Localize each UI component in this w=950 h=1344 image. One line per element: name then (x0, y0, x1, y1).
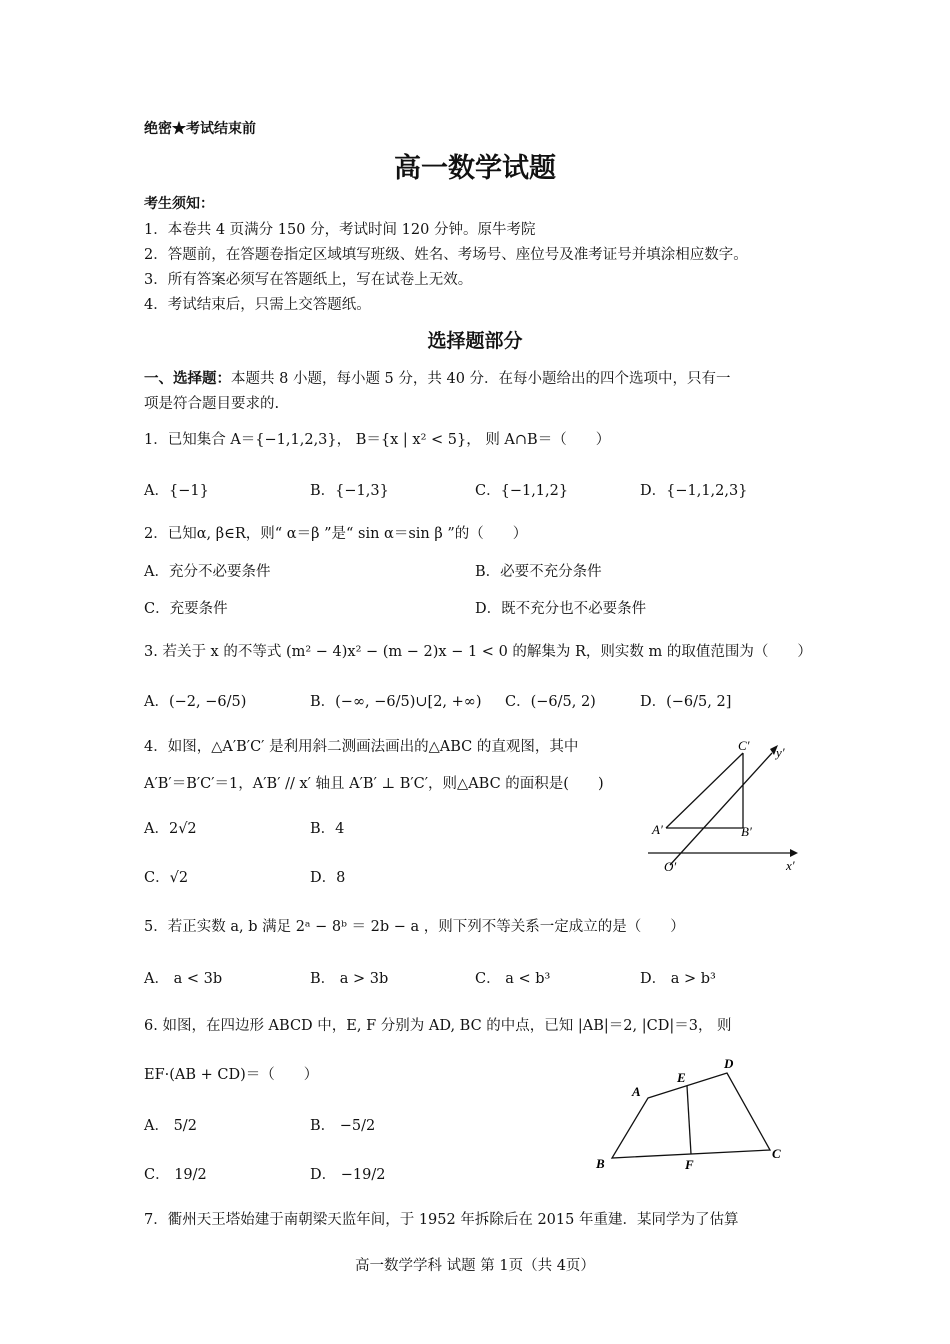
q4-option-c: C．√2 (144, 870, 189, 886)
q4-option-d: D．8 (310, 870, 346, 886)
q6-option-c: C． 19/2 (144, 1167, 207, 1183)
q6-stem-line1: 6. 如图，在四边形 ABCD 中，E, F 分别为 AD, BC 的中点，已知 |AB|＝2, |CD|＝3， 则 (144, 1018, 732, 1034)
q4-stem-line2: A′B′＝B′C′＝1，A′B′ // x′ 轴且 A′B′ ⊥ B′C′，则△ABC 的面积是( ) (144, 776, 604, 792)
q7-stem: 7．衢州天王塔始建于南朝梁天监年间，于 1952 年拆除后在 2015 年重建．某同学为了估算 (144, 1212, 739, 1228)
notice-heading: 考生须知： (144, 196, 214, 212)
q5-option-b: B． a > 3b (310, 971, 389, 987)
section-intro-label: 一、选择题： (144, 370, 231, 387)
q6-stem-line2: EF·(AB + CD)＝（ ） (144, 1067, 319, 1083)
q5-stem: 5．若正实数 a, b 满足 2ᵃ − 8ᵇ ＝ 2b − a ，则下列不等关系一定成立的是（ ） (144, 919, 685, 935)
q2-option-c: C．充要条件 (144, 601, 228, 617)
q4-option-b: B．4 (310, 821, 345, 837)
q1-stem: 1．已知集合 A＝{−1,1,2,3}， B＝{x | x² < 5}， 则 A∩B＝（ ） (144, 432, 611, 448)
q3-option-c: C．(−6/5, 2) (505, 694, 596, 710)
q4-option-a: A．2√2 (144, 821, 197, 837)
q3-option-d: D．(−6/5, 2] (640, 694, 732, 710)
section-intro-text: 本题共 8 小题，每小题 5 分，共 40 分．在每小题给出的四个选项中，只有一 (231, 371, 731, 387)
q1-option-b: B．{−1,3} (310, 483, 389, 499)
q6-option-d: D． −19/2 (310, 1167, 386, 1183)
page-footer: 高一数学学科 试题 第 1页（共 4页） (355, 1258, 595, 1274)
q4-label-b: B′ (741, 824, 752, 839)
q4-label-c: C′ (738, 738, 750, 753)
q5-option-c: C． a < b³ (475, 971, 551, 987)
q4-figure (640, 735, 810, 880)
q6-figure (590, 1050, 790, 1175)
q4-label-o: O′ (664, 859, 677, 874)
q3-option-a: A．(−2, −6/5) (144, 694, 247, 710)
q6-option-a: A． 5/2 (144, 1118, 197, 1134)
notice-item: 2．答题前，在答题卷指定区域填写班级、姓名、考场号、座位号及准考证号并填涂相应数字。 (144, 247, 748, 263)
page-title: 高一数学试题 (394, 153, 556, 184)
q4-label-x: x′ (786, 858, 795, 873)
q6-label-b: B (596, 1156, 605, 1171)
q4-label-a: A′ (652, 822, 663, 837)
q6-option-b: B． −5/2 (310, 1118, 376, 1134)
q2-option-b: B．必要不充分条件 (475, 564, 602, 580)
q2-stem: 2．已知α, β∈R，则“ α＝β ”是“ sin α＝sin β ”的（ ） (144, 526, 528, 542)
q6-label-c: C (772, 1146, 781, 1161)
section-title: 选择题部分 (427, 330, 523, 352)
secret-label: 绝密★考试结束前 (144, 121, 256, 137)
q1-option-a: A．{−1} (144, 483, 209, 499)
section-intro-line2: 项是符合题目要求的. (144, 396, 280, 412)
q4-label-y: y′ (776, 745, 785, 760)
q6-label-f: F (685, 1157, 694, 1172)
q5-option-a: A． a < 3b (144, 971, 223, 987)
q2-option-d: D．既不充分也不必要条件 (475, 601, 647, 617)
q1-option-d: D．{−1,1,2,3} (640, 483, 748, 499)
q2-option-a: A．充分不必要条件 (144, 564, 271, 580)
notice-item: 4．考试结束后，只需上交答题纸。 (144, 297, 371, 313)
q5-option-d: D． a > b³ (640, 971, 716, 987)
q3-stem: 3. 若关于 x 的不等式 (m² − 4)x² − (m − 2)x − 1 < 0 的解集为 R，则实数 m 的取值范围为（ ） (144, 644, 812, 660)
q4-stem-line1: 4．如图，△A′B′C′ 是利用斜二测画法画出的△ABC 的直观图，其中 (144, 739, 579, 755)
q6-label-e: E (677, 1070, 686, 1085)
q3-option-b: B．(−∞, −6/5)∪[2, +∞) (310, 694, 482, 710)
q6-label-a: A (632, 1084, 641, 1099)
notice-item: 1．本卷共 4 页满分 150 分，考试时间 120 分钟。原牛考院 (144, 222, 536, 238)
q6-label-d: D (724, 1056, 734, 1071)
section-intro (144, 367, 731, 388)
q1-option-c: C．{−1,1,2} (475, 483, 569, 499)
notice-item: 3．所有答案必须写在答题纸上，写在试卷上无效。 (144, 272, 473, 288)
